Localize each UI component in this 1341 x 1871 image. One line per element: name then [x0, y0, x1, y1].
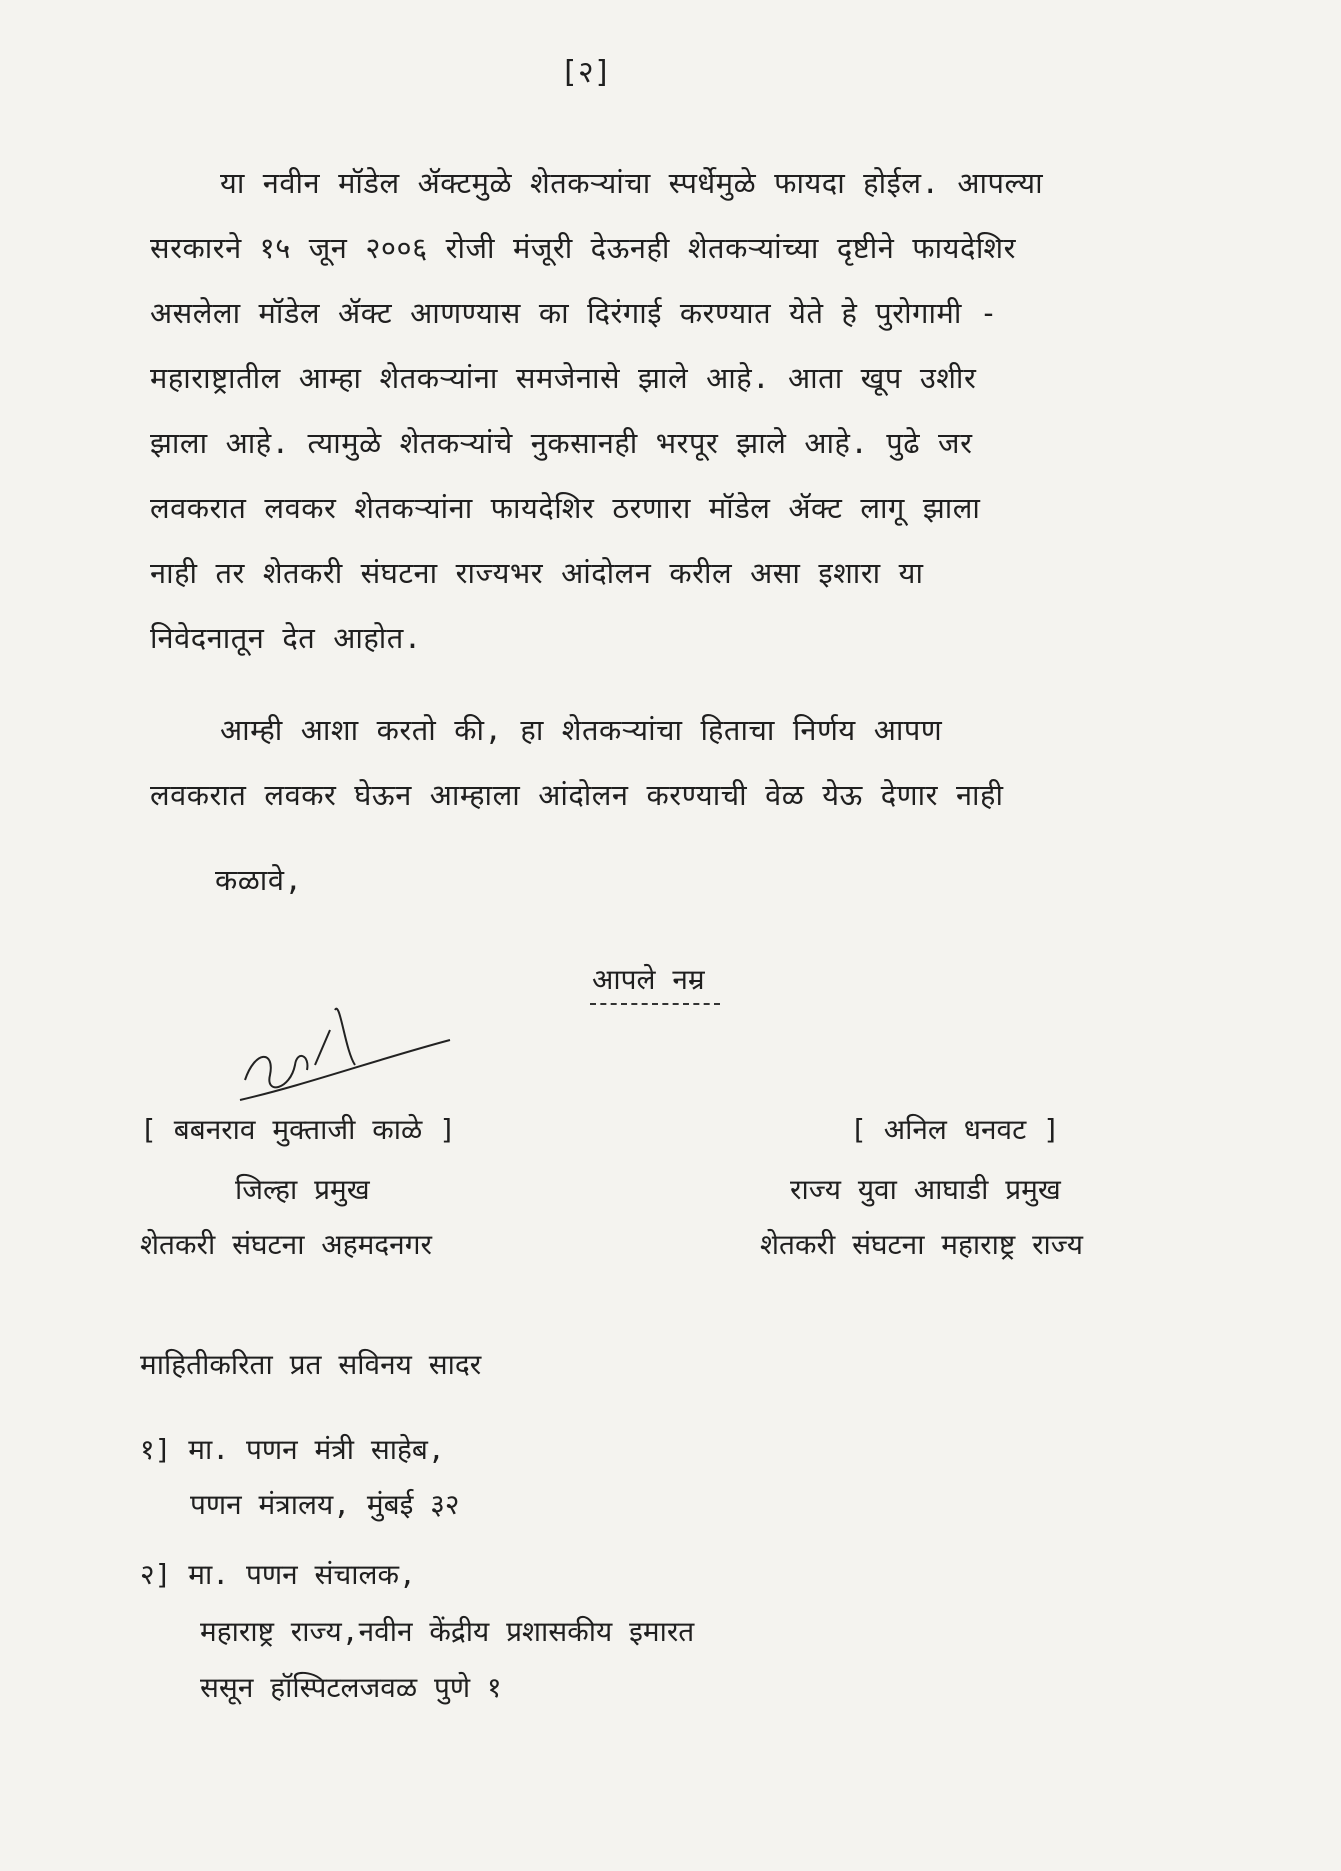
divider-rule	[590, 1003, 720, 1005]
yours-faithfully: आपले नम्र	[592, 963, 705, 996]
right-signatory-title: राज्य युवा आघाडी प्रमुख	[790, 1173, 1061, 1206]
paragraph-line: लवकरात लवकर घेऊन आम्हाला आंदोलन करण्याची वेळ येऊ देणार नाही	[150, 778, 1004, 812]
recipient-line: ससून हॉस्पिटलजवळ पुणे १	[200, 1671, 502, 1704]
left-signatory-name: [ बबनराव मुक्ताजी काळे ]	[140, 1113, 456, 1146]
left-signatory-title: जिल्हा प्रमुख	[235, 1173, 370, 1206]
paragraph-line: या नवीन मॉडेल ॲक्टमुळे शेतकऱ्यांचा स्पर्धेमुळे फायदा होईल. आपल्या	[220, 166, 1044, 200]
recipient-line: महाराष्ट्र राज्य,नवीन केंद्रीय प्रशासकीय इमारत	[200, 1615, 695, 1648]
left-signatory-org: शेतकरी संघटना अहमदनगर	[140, 1228, 432, 1261]
paragraph-line: सरकारने १५ जून २००६ रोजी मंजूरी देऊनही शेतकऱ्यांच्या दृष्टीने फायदेशिर	[150, 231, 1016, 265]
paragraph-line: लवकरात लवकर शेतकऱ्यांना फायदेशिर ठरणारा मॉडेल ॲक्ट लागू झाला	[150, 491, 981, 525]
right-signatory-name: [ अनिल धनवट ]	[850, 1113, 1060, 1146]
closing-word: कळावे,	[215, 863, 303, 897]
recipient-line: १] मा. पणन मंत्री साहेब,	[140, 1433, 445, 1466]
signature-mark	[235, 970, 455, 1120]
paragraph-line: निवेदनातून देत आहोत.	[150, 621, 422, 655]
right-signatory-org: शेतकरी संघटना महाराष्ट्र राज्य	[760, 1228, 1084, 1261]
paragraph-line: असलेला मॉडेल ॲक्ट आणण्यास का दिरंगाई करण्यात येते हे पुरोगामी -	[150, 296, 998, 330]
page-number: [२]	[560, 55, 612, 90]
paragraph-line: झाला आहे. त्यामुळे शेतकऱ्यांचे नुकसानही भरपूर झाले आहे. पुढे जर	[150, 426, 973, 460]
copy-heading: माहितीकरिता प्रत सविनय सादर	[140, 1348, 482, 1381]
paragraph-line: आम्ही आशा करतो की, हा शेतकऱ्यांचा हिताचा निर्णय आपण	[220, 713, 943, 747]
recipient-line: पणन मंत्रालय, मुंबई ३२	[190, 1488, 460, 1521]
paragraph-line: महाराष्ट्रातील आम्हा शेतकऱ्यांना समजेनासे झाले आहे. आता खूप उशीर	[150, 361, 977, 395]
recipient-line: २] मा. पणन संचालक,	[140, 1558, 416, 1591]
paragraph-line: नाही तर शेतकरी संघटना राज्यभर आंदोलन करील असा इशारा या	[150, 556, 924, 590]
